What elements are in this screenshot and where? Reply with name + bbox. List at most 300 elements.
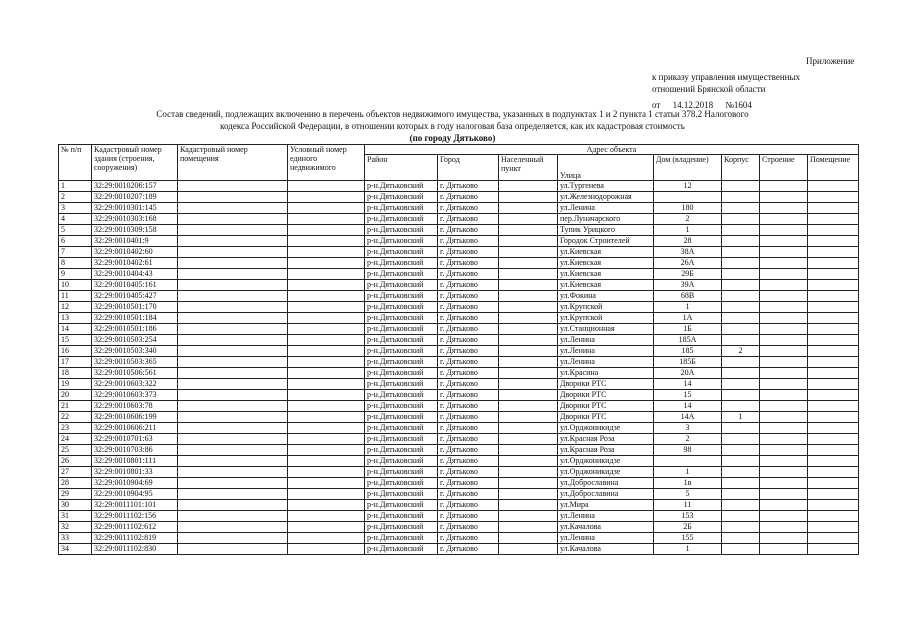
row-num: 9 bbox=[59, 269, 92, 280]
row-street: Дворики РТС bbox=[558, 390, 654, 401]
row-city: г. Дятьково bbox=[438, 489, 499, 500]
row-district: р-н.Дятьковский bbox=[365, 467, 438, 478]
row-house: 1А bbox=[654, 313, 722, 324]
row-cadastral-room bbox=[178, 335, 288, 346]
row-district: р-н.Дятьковский bbox=[365, 423, 438, 434]
row-district: р-н.Дятьковский bbox=[365, 511, 438, 522]
row-settlement bbox=[499, 203, 558, 214]
row-street: Дворики РТС bbox=[558, 379, 654, 390]
row-district: р-н.Дятьковский bbox=[365, 214, 438, 225]
row-cadastral-room bbox=[178, 500, 288, 511]
row-street: ул.Киевская bbox=[558, 247, 654, 258]
row-building bbox=[760, 379, 808, 390]
row-house: 68В bbox=[654, 291, 722, 302]
row-room bbox=[808, 489, 859, 500]
table-row bbox=[59, 544, 859, 555]
row-building bbox=[760, 236, 808, 247]
row-conditional bbox=[288, 346, 365, 357]
row-room bbox=[808, 258, 859, 269]
row-building bbox=[760, 456, 808, 467]
row-conditional bbox=[288, 236, 365, 247]
row-korpus bbox=[722, 247, 760, 258]
row-korpus bbox=[722, 192, 760, 203]
order-number: №1604 bbox=[725, 100, 752, 110]
row-house bbox=[654, 456, 722, 467]
table-row bbox=[59, 291, 859, 302]
row-building bbox=[760, 423, 808, 434]
row-building bbox=[760, 478, 808, 489]
row-house: 2 bbox=[654, 214, 722, 225]
table-row bbox=[59, 423, 859, 434]
row-city: г. Дятьково bbox=[438, 225, 499, 236]
row-house: 98 bbox=[654, 445, 722, 456]
row-conditional bbox=[288, 412, 365, 423]
row-district: р-н.Дятьковский bbox=[365, 280, 438, 291]
row-street: ул.Доброславина bbox=[558, 478, 654, 489]
row-cadastral: 32:29:0010206:157 bbox=[92, 181, 178, 192]
row-conditional bbox=[288, 434, 365, 445]
row-room bbox=[808, 423, 859, 434]
row-city: г. Дятьково bbox=[438, 368, 499, 379]
row-cadastral: 32:29:0010301:145 bbox=[92, 203, 178, 214]
row-cadastral-room bbox=[178, 302, 288, 313]
row-cadastral: 32:29:0010603:322 bbox=[92, 379, 178, 390]
row-room bbox=[808, 379, 859, 390]
row-korpus bbox=[722, 489, 760, 500]
row-street: ул.Красина bbox=[558, 368, 654, 379]
row-district: р-н.Дятьковский bbox=[365, 533, 438, 544]
row-num: 2 bbox=[59, 192, 92, 203]
row-settlement bbox=[499, 269, 558, 280]
row-building bbox=[760, 533, 808, 544]
row-korpus bbox=[722, 511, 760, 522]
row-city: г. Дятьково bbox=[438, 280, 499, 291]
row-street: ул.Орджоникидзе bbox=[558, 423, 654, 434]
row-num: 28 bbox=[59, 478, 92, 489]
row-korpus bbox=[722, 335, 760, 346]
row-street: ул.Ленина bbox=[558, 511, 654, 522]
row-num: 7 bbox=[59, 247, 92, 258]
row-building bbox=[760, 324, 808, 335]
row-street: ул.Ленина bbox=[558, 335, 654, 346]
row-conditional bbox=[288, 423, 365, 434]
row-street: ул.Качалова bbox=[558, 544, 654, 555]
table-row bbox=[59, 533, 859, 544]
row-settlement bbox=[499, 302, 558, 313]
row-district: р-н.Дятьковский bbox=[365, 269, 438, 280]
row-district: р-н.Дятьковский bbox=[365, 258, 438, 269]
row-korpus bbox=[722, 203, 760, 214]
row-city: г. Дятьково bbox=[438, 291, 499, 302]
row-cadastral: 32:29:0011102:819 bbox=[92, 533, 178, 544]
row-room bbox=[808, 280, 859, 291]
row-korpus bbox=[722, 445, 760, 456]
row-settlement bbox=[499, 357, 558, 368]
row-district: р-н.Дятьковский bbox=[365, 247, 438, 258]
row-room bbox=[808, 544, 859, 555]
objects-table bbox=[58, 144, 859, 555]
row-cadastral-room bbox=[178, 467, 288, 478]
row-city: г. Дятьково bbox=[438, 412, 499, 423]
row-korpus bbox=[722, 269, 760, 280]
row-building bbox=[760, 357, 808, 368]
row-city: г. Дятьково bbox=[438, 401, 499, 412]
row-num: 34 bbox=[59, 544, 92, 555]
row-district: р-н.Дятьковский bbox=[365, 225, 438, 236]
row-city: г. Дятьково bbox=[438, 511, 499, 522]
row-num: 3 bbox=[59, 203, 92, 214]
row-district: р-н.Дятьковский bbox=[365, 357, 438, 368]
row-room bbox=[808, 533, 859, 544]
row-room bbox=[808, 214, 859, 225]
row-room bbox=[808, 401, 859, 412]
row-district: р-н.Дятьковский bbox=[365, 324, 438, 335]
row-street: ул.Киевская bbox=[558, 280, 654, 291]
row-cadastral: 32:29:0010606:211 bbox=[92, 423, 178, 434]
row-conditional bbox=[288, 511, 365, 522]
row-building bbox=[760, 412, 808, 423]
row-num: 16 bbox=[59, 346, 92, 357]
row-korpus bbox=[722, 533, 760, 544]
row-city: г. Дятьково bbox=[438, 236, 499, 247]
row-cadastral-room bbox=[178, 489, 288, 500]
row-district: р-н.Дятьковский bbox=[365, 346, 438, 357]
row-building bbox=[760, 269, 808, 280]
table-row bbox=[59, 500, 859, 511]
row-city: г. Дятьково bbox=[438, 269, 499, 280]
row-korpus bbox=[722, 225, 760, 236]
row-settlement bbox=[499, 445, 558, 456]
row-room bbox=[808, 236, 859, 247]
row-street: ул.Ленина bbox=[558, 346, 654, 357]
row-korpus bbox=[722, 181, 760, 192]
table-row bbox=[59, 335, 859, 346]
row-house: 1 bbox=[654, 544, 722, 555]
row-korpus bbox=[722, 434, 760, 445]
row-settlement bbox=[499, 390, 558, 401]
row-room bbox=[808, 247, 859, 258]
row-street: пер.Луначарского bbox=[558, 214, 654, 225]
row-room bbox=[808, 522, 859, 533]
row-house: 1в bbox=[654, 478, 722, 489]
row-cadastral-room bbox=[178, 181, 288, 192]
row-building bbox=[760, 280, 808, 291]
row-building bbox=[760, 291, 808, 302]
col-header-house: Дом (владение) bbox=[654, 155, 722, 181]
table-row bbox=[59, 456, 859, 467]
row-korpus bbox=[722, 401, 760, 412]
row-cadastral: 32:29:0011101:101 bbox=[92, 500, 178, 511]
row-house: 2Б bbox=[654, 522, 722, 533]
row-conditional bbox=[288, 203, 365, 214]
row-building bbox=[760, 258, 808, 269]
row-district: р-н.Дятьковский bbox=[365, 368, 438, 379]
row-house: 2 bbox=[654, 434, 722, 445]
row-conditional bbox=[288, 302, 365, 313]
table-row bbox=[59, 269, 859, 280]
row-room bbox=[808, 500, 859, 511]
date-from-label: от bbox=[652, 100, 661, 110]
row-house: 28 bbox=[654, 236, 722, 247]
row-conditional bbox=[288, 324, 365, 335]
row-cadastral: 32:29:0010501:170 bbox=[92, 302, 178, 313]
row-korpus bbox=[722, 467, 760, 478]
row-settlement bbox=[499, 379, 558, 390]
row-conditional bbox=[288, 181, 365, 192]
row-conditional bbox=[288, 269, 365, 280]
row-city: г. Дятьково bbox=[438, 445, 499, 456]
row-street: ул.Тургенева bbox=[558, 181, 654, 192]
row-settlement bbox=[499, 313, 558, 324]
row-settlement bbox=[499, 280, 558, 291]
row-cadastral-room bbox=[178, 434, 288, 445]
table-row bbox=[59, 379, 859, 390]
row-building bbox=[760, 445, 808, 456]
row-cadastral: 32:29:0010404:43 bbox=[92, 269, 178, 280]
row-city: г. Дятьково bbox=[438, 313, 499, 324]
row-settlement bbox=[499, 181, 558, 192]
row-room bbox=[808, 511, 859, 522]
row-room bbox=[808, 203, 859, 214]
row-settlement bbox=[499, 368, 558, 379]
row-house: 180 bbox=[654, 203, 722, 214]
row-building bbox=[760, 511, 808, 522]
row-settlement bbox=[499, 401, 558, 412]
table-row bbox=[59, 324, 859, 335]
row-conditional bbox=[288, 313, 365, 324]
row-cadastral-room bbox=[178, 511, 288, 522]
row-house: 3 bbox=[654, 423, 722, 434]
row-house: 15 bbox=[654, 390, 722, 401]
row-house: 14А bbox=[654, 412, 722, 423]
row-district: р-н.Дятьковский bbox=[365, 478, 438, 489]
row-cadastral-room bbox=[178, 313, 288, 324]
row-cadastral-room bbox=[178, 445, 288, 456]
row-conditional bbox=[288, 192, 365, 203]
table-row bbox=[59, 313, 859, 324]
table-row bbox=[59, 445, 859, 456]
row-room bbox=[808, 478, 859, 489]
row-settlement bbox=[499, 456, 558, 467]
table-row bbox=[59, 489, 859, 500]
row-korpus bbox=[722, 313, 760, 324]
row-building bbox=[760, 368, 808, 379]
document-title-line-1: Состав сведений, подлежащих включению в перечень объектов недвижимого имущества, указанных в подпунктах 1 и 2 пункта 1 статьи 378.2 Налогового bbox=[156, 109, 749, 119]
col-header-settlement: Населенный пункт bbox=[499, 155, 558, 181]
row-cadastral-room bbox=[178, 192, 288, 203]
row-cadastral-room bbox=[178, 280, 288, 291]
row-cadastral-room bbox=[178, 269, 288, 280]
row-korpus bbox=[722, 368, 760, 379]
row-num: 17 bbox=[59, 357, 92, 368]
row-num: 18 bbox=[59, 368, 92, 379]
table-row bbox=[59, 346, 859, 357]
row-city: г. Дятьково bbox=[438, 335, 499, 346]
row-num: 23 bbox=[59, 423, 92, 434]
row-district: р-н.Дятьковский bbox=[365, 500, 438, 511]
row-korpus bbox=[722, 324, 760, 335]
row-house: 11 bbox=[654, 500, 722, 511]
row-house: 38А bbox=[654, 247, 722, 258]
row-num: 22 bbox=[59, 412, 92, 423]
row-korpus bbox=[722, 379, 760, 390]
row-num: 11 bbox=[59, 291, 92, 302]
row-cadastral: 32:29:0010501:186 bbox=[92, 324, 178, 335]
row-room bbox=[808, 346, 859, 357]
row-street: ул.Качалова bbox=[558, 522, 654, 533]
row-city: г. Дятьково bbox=[438, 258, 499, 269]
col-header-num: № п/п bbox=[59, 145, 92, 181]
row-district: р-н.Дятьковский bbox=[365, 445, 438, 456]
row-room bbox=[808, 467, 859, 478]
row-district: р-н.Дятьковский bbox=[365, 489, 438, 500]
row-num: 21 bbox=[59, 401, 92, 412]
col-header-city: Город bbox=[438, 155, 499, 181]
row-cadastral: 32:29:0011102:612 bbox=[92, 522, 178, 533]
row-district: р-н.Дятьковский bbox=[365, 313, 438, 324]
row-city: г. Дятьково bbox=[438, 302, 499, 313]
row-korpus bbox=[722, 544, 760, 555]
row-street: ул.Киевская bbox=[558, 258, 654, 269]
row-cadastral-room bbox=[178, 236, 288, 247]
row-building bbox=[760, 214, 808, 225]
row-city: г. Дятьково bbox=[438, 324, 499, 335]
row-district: р-н.Дятьковский bbox=[365, 544, 438, 555]
table-row bbox=[59, 225, 859, 236]
row-room bbox=[808, 357, 859, 368]
row-cadastral-room bbox=[178, 214, 288, 225]
row-street: ул.Станционная bbox=[558, 324, 654, 335]
row-building bbox=[760, 522, 808, 533]
row-street: Дворики РТС bbox=[558, 401, 654, 412]
row-street: ул.Киевская bbox=[558, 269, 654, 280]
row-room bbox=[808, 390, 859, 401]
row-cadastral-room bbox=[178, 390, 288, 401]
row-cadastral-room bbox=[178, 533, 288, 544]
table-row bbox=[59, 192, 859, 203]
table-row bbox=[59, 412, 859, 423]
order-line-2: отношений Брянской области bbox=[652, 84, 766, 94]
row-cadastral-room bbox=[178, 423, 288, 434]
row-cadastral: 32:29:0010402:60 bbox=[92, 247, 178, 258]
row-settlement bbox=[499, 544, 558, 555]
row-street: Дворики РТС bbox=[558, 412, 654, 423]
row-conditional bbox=[288, 544, 365, 555]
row-cadastral: 32:29:0010303:168 bbox=[92, 214, 178, 225]
row-street: ул.Мира bbox=[558, 500, 654, 511]
row-building bbox=[760, 225, 808, 236]
row-num: 10 bbox=[59, 280, 92, 291]
row-cadastral: 32:29:0010401:9 bbox=[92, 236, 178, 247]
row-district: р-н.Дятьковский bbox=[365, 335, 438, 346]
col-header-conditional: Условный номер единого недвижимого bbox=[288, 145, 365, 181]
row-korpus: 1 bbox=[722, 412, 760, 423]
row-city: г. Дятьково bbox=[438, 192, 499, 203]
row-cadastral-room bbox=[178, 379, 288, 390]
row-cadastral: 32:29:0010309:158 bbox=[92, 225, 178, 236]
row-settlement bbox=[499, 489, 558, 500]
row-district: р-н.Дятьковский bbox=[365, 412, 438, 423]
row-cadastral-room bbox=[178, 357, 288, 368]
row-cadastral: 32:29:0010506:561 bbox=[92, 368, 178, 379]
row-settlement bbox=[499, 324, 558, 335]
row-cadastral-room bbox=[178, 412, 288, 423]
row-district: р-н.Дятьковский bbox=[365, 302, 438, 313]
row-room bbox=[808, 269, 859, 280]
row-settlement bbox=[499, 247, 558, 258]
row-num: 27 bbox=[59, 467, 92, 478]
row-settlement bbox=[499, 214, 558, 225]
row-settlement bbox=[499, 511, 558, 522]
row-city: г. Дятьково bbox=[438, 500, 499, 511]
row-building bbox=[760, 434, 808, 445]
row-city: г. Дятьково bbox=[438, 379, 499, 390]
row-city: г. Дятьково bbox=[438, 214, 499, 225]
row-cadastral-room bbox=[178, 324, 288, 335]
table-row bbox=[59, 302, 859, 313]
row-cadastral: 32:29:0010801:111 bbox=[92, 456, 178, 467]
row-cadastral: 32:29:0010405:161 bbox=[92, 280, 178, 291]
row-street: ул.Крупской bbox=[558, 313, 654, 324]
row-cadastral: 32:29:0010503:340 bbox=[92, 346, 178, 357]
row-num: 33 bbox=[59, 533, 92, 544]
row-conditional bbox=[288, 522, 365, 533]
row-city: г. Дятьково bbox=[438, 423, 499, 434]
row-street: ул.Железнодорожная bbox=[558, 192, 654, 203]
row-num: 29 bbox=[59, 489, 92, 500]
row-room bbox=[808, 434, 859, 445]
row-num: 1 bbox=[59, 181, 92, 192]
row-cadastral: 32:29:0010904:69 bbox=[92, 478, 178, 489]
row-district: р-н.Дятьковский bbox=[365, 401, 438, 412]
row-district: р-н.Дятьковский bbox=[365, 203, 438, 214]
row-cadastral: 32:29:0011102:830 bbox=[92, 544, 178, 555]
table-row bbox=[59, 401, 859, 412]
row-house bbox=[654, 192, 722, 203]
row-building bbox=[760, 489, 808, 500]
objects-table-body bbox=[59, 181, 859, 555]
row-room bbox=[808, 192, 859, 203]
row-settlement bbox=[499, 434, 558, 445]
row-district: р-н.Дятьковский bbox=[365, 181, 438, 192]
row-settlement bbox=[499, 236, 558, 247]
row-house: 39А bbox=[654, 280, 722, 291]
row-city: г. Дятьково bbox=[438, 390, 499, 401]
table-row bbox=[59, 247, 859, 258]
row-district: р-н.Дятьковский bbox=[365, 379, 438, 390]
row-conditional bbox=[288, 500, 365, 511]
col-header-korpus: Корпус bbox=[722, 155, 760, 181]
row-korpus bbox=[722, 478, 760, 489]
row-num: 15 bbox=[59, 335, 92, 346]
row-cadastral: 32:29:0010603:373 bbox=[92, 390, 178, 401]
row-cadastral: 32:29:0010703:86 bbox=[92, 445, 178, 456]
row-city: г. Дятьково bbox=[438, 181, 499, 192]
row-korpus bbox=[722, 280, 760, 291]
table-row bbox=[59, 434, 859, 445]
row-room bbox=[808, 302, 859, 313]
row-cadastral-room bbox=[178, 258, 288, 269]
row-conditional bbox=[288, 467, 365, 478]
row-num: 26 bbox=[59, 456, 92, 467]
row-cadastral-room bbox=[178, 225, 288, 236]
table-row bbox=[59, 357, 859, 368]
row-city: г. Дятьково bbox=[438, 357, 499, 368]
row-conditional bbox=[288, 368, 365, 379]
row-korpus bbox=[722, 357, 760, 368]
row-korpus bbox=[722, 291, 760, 302]
row-cadastral-room bbox=[178, 401, 288, 412]
